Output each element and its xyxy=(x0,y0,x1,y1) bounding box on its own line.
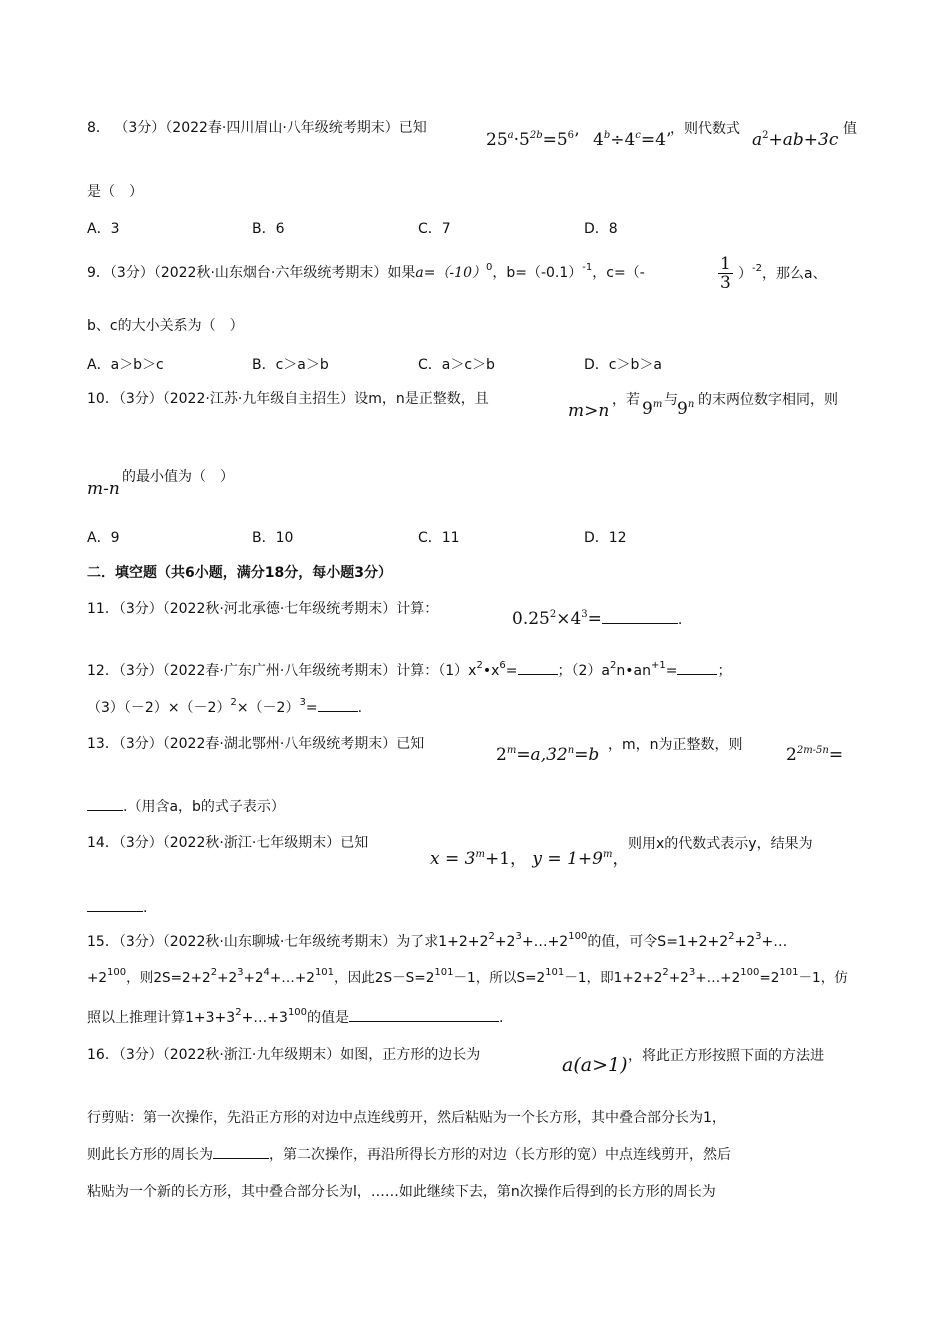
q8-expression: $a^2+ab+3c$ xyxy=(752,130,839,150)
question-12: 12．（3分）（2022春·广东广州·八年级统考期末）计算：$(1)x^2•x^6=$ ；$(2)a^2n•an^{+1}=$ ； xyxy=(87,660,732,679)
question-10: 10．（3分）（2022·江苏·九年级自主招生）设m，n是正整数，且 xyxy=(87,391,489,407)
q14-number: 14． xyxy=(87,835,119,851)
q14-tail: 则用x的代数式表示y，结果为 xyxy=(628,836,813,852)
q16-line-3: 则此长方形的周长为 ，第二次操作，再沿所得长方形的对边（长方形的宽）中点连线剪开，然后 xyxy=(87,1144,731,1165)
q11-number: 11． xyxy=(87,601,119,617)
q15-line-3: 照以上推理计算$1+3+3^2+\dots+3^{100}$的值是 . xyxy=(87,1007,504,1026)
q9-tail: ）$^{-2}$，那么a、 xyxy=(738,263,827,282)
q9-option-d: D．c＞b＞a xyxy=(584,357,662,373)
question-16: 16．（3分）（2022秋·浙江·九年级期末）如图，正方形的边长为 xyxy=(87,1047,481,1063)
q9-line-2: b、c的大小关系为（ ） xyxy=(87,318,244,334)
q8-option-d: D．8 xyxy=(584,221,618,237)
q13-mid: ，m，n为正整数，则 xyxy=(608,737,743,753)
q9-option-a: A．a＞b＞c xyxy=(87,357,164,373)
q12-line-2: $(3)(-2)\times(-2)^2\times(-2)^3=$ . xyxy=(87,697,363,716)
q10-option-d: D．12 xyxy=(584,530,627,546)
q16-blank-1[interactable] xyxy=(213,1144,269,1159)
q12-blank-1[interactable] xyxy=(518,660,558,675)
q16-line-4: 粘贴为一个新的长方形，其中叠合部分长为l，……如此继续下去，第n次操作后得到的长方形的周长为 xyxy=(87,1184,716,1200)
q12-blank-2[interactable] xyxy=(677,660,717,675)
q8-option-a: A．3 xyxy=(87,221,120,237)
q10-mid: 与 xyxy=(664,392,678,408)
q15-number: 15． xyxy=(87,934,119,950)
question-9: 9．（3分）（2022秋·山东烟台·六年级统考期末）如果$a=(-10)^0$，$b=(-0.1)^{-1}$，c=（- xyxy=(87,262,645,281)
q9-option-b: B．c＞a＞b xyxy=(252,357,329,373)
q8-line-2: 是（ ） xyxy=(87,184,143,200)
q9-fraction: $\frac{1}{3}$ xyxy=(720,254,731,293)
question-11: 11．（3分）（2022秋·河北承德·七年级统考期末）计算： xyxy=(87,601,439,617)
q14-line-2: . xyxy=(87,897,147,918)
q10-power-2: 9$^n$ xyxy=(677,399,695,419)
q10-number: 10． xyxy=(87,391,119,407)
q8-meta: （3分）（2022春·四川眉山·八年级统考期末）已知 xyxy=(114,120,427,136)
q8-tail: 值 xyxy=(843,121,857,137)
question-13: 13．（3分）（2022春·湖北鄂州·八年级统考期末）已知 xyxy=(87,736,425,752)
q10-condition: m>n xyxy=(568,401,610,421)
q16-expression: a(a>1) xyxy=(562,1054,628,1076)
q10-difference: m-n xyxy=(87,479,120,499)
q16-tail: ，将此正方形按照下面的方法进 xyxy=(628,1048,824,1064)
q14-answer-blank[interactable] xyxy=(87,897,143,912)
q15-line-2: $+2^{100}$，则$2S=2+2^2+2^3+2^4+\dots+2^{101}$，因此$2S-S=2^{101}-1$，所以$S=2^{101}-1$，即$1+2+2^2+2^3+\dots+2^{100}=2^{101}-1$，仿 xyxy=(87,967,848,986)
q10-option-b: B．10 xyxy=(252,530,294,546)
q10-line-2: 的最小值为（ ） xyxy=(122,469,234,485)
q9-option-c: C．a＞c＞b xyxy=(418,357,495,373)
q12-blank-3[interactable] xyxy=(318,697,358,712)
question-15: 15．（3分）（2022秋·山东聊城·七年级统考期末）为了求$1+2+2^2+2^3+\dots+2^{100}$的值，可令$S=1+2+2^2+2^3+\dots$ xyxy=(87,931,788,950)
q15-answer-blank[interactable] xyxy=(349,1007,499,1022)
q10-option-a: A．9 xyxy=(87,530,120,546)
q14-equations: $x = 3^m+1$， $y = 1+9^m$， xyxy=(430,849,630,869)
q11-answer-blank[interactable] xyxy=(602,609,678,624)
question-14: 14．（3分）（2022秋·浙江·七年级期末）已知 xyxy=(87,835,369,851)
q8-equation-2: $4^b\div 4^c=4$’ xyxy=(593,130,672,150)
q13-number: 13． xyxy=(87,736,119,752)
q13-answer-blank[interactable] xyxy=(87,796,123,811)
q12-number: 12． xyxy=(87,663,119,679)
q8-number: 8． xyxy=(87,120,110,136)
q13-equations: $2^m=a,32^n=b$ xyxy=(496,745,600,765)
q16-number: 16． xyxy=(87,1047,119,1063)
q8-text-2: ，则代数式 xyxy=(670,121,740,137)
q11-expression: $0.25^2\times 4^3=$ . xyxy=(512,609,683,629)
section-2-heading: 二．填空题（共6小题，满分18分，每小题3分） xyxy=(87,565,392,581)
q13-line-2: .（用含a，b的式子表示） xyxy=(87,796,285,817)
q10-text-2: ，若 xyxy=(612,392,640,408)
q13-target: $2^{2m-5n}=$ xyxy=(786,745,844,765)
q8-option-c: C．7 xyxy=(418,221,451,237)
q10-option-c: C．11 xyxy=(418,530,460,546)
q9-number: 9． xyxy=(87,265,110,281)
q10-tail: 的末两位数字相同，则 xyxy=(698,392,838,408)
q16-line-2: 行剪贴：第一次操作，先沿正方形的对边中点连线剪开，然后粘贴为一个长方形，其中叠合部分长为1， xyxy=(87,1110,726,1126)
question-8 xyxy=(87,118,427,138)
q10-power-1: 9$^m$ xyxy=(642,399,663,419)
q8-option-b: B．6 xyxy=(252,221,285,237)
q8-equation-1: $25^a\cdot 5^{2b}=5^6$’ xyxy=(486,130,580,150)
